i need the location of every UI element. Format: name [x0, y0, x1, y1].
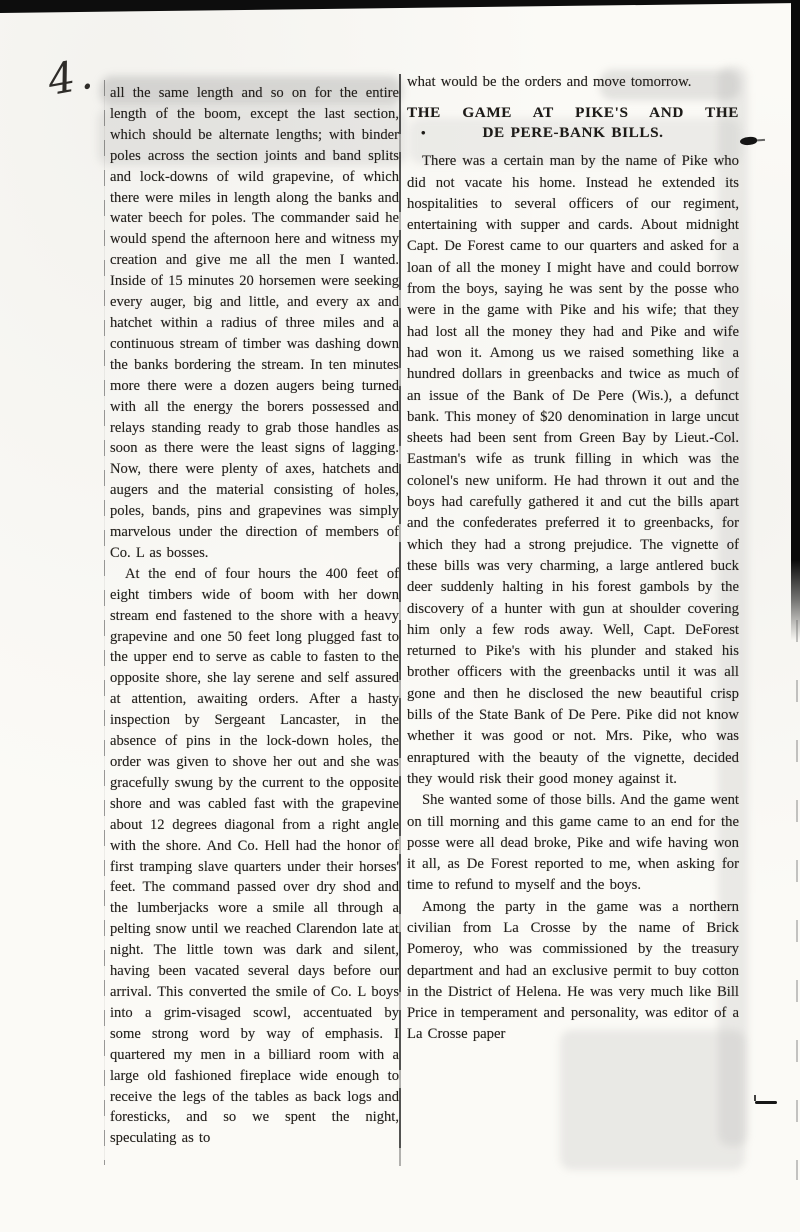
article-headline [407, 103, 739, 143]
headline-line2-text: DE PERE-BANK BILLS. [482, 124, 664, 142]
ink-smudge-mark [740, 136, 758, 145]
scan-edge-right-tail [796, 620, 798, 1180]
article-paragraph: all the same length and so on for the entire length of the boom, except the last section, which should be alternate lengths; with binder poles across the section joints and band splits and lock-downs of wild grapevine, of which there were miles in length along the banks and water beech for poles. The commander said he would spend the afternoon here and witness my creation and give me all the men I wanted. Inside of 15 minutes 20 horsemen were seeking every auger, big and little, and every ax and hatchet within a radius of three miles and a continuous stream of timber was dashing down the banks bordering the stream. In ten minutes more there were a dozen augers being turned with all the energy the borers possessed and relays standing ready to grab those handles as soon as there were the least signs of lagging. Now, there were plenty of axes, hatchets and augers and the material consisting of holes, poles, bands, pins and grapevines was simply marvelous under the direction of members of Co. L as bosses. [110, 85, 399, 561]
column-rule-left [104, 80, 105, 1165]
scan-edge-top [0, 0, 800, 14]
headline-line2 [407, 123, 739, 143]
column-rule-center [399, 74, 401, 1166]
left-column [110, 83, 399, 1149]
article-paragraph-continuation: what would be the orders and move tomorrow. [407, 74, 692, 90]
bullet-icon: • [421, 125, 427, 141]
article-paragraph: Among the party in the game was a northern civilian from La Crosse by the name of Brick Pomeroy, who was commissioned by the treasury department and had an exclusive permit to buy cotton in the District of Helena. He was very much like Bill Price in temperament and personality, was editor of a La Crosse paper [407, 898, 739, 1043]
pen-dash-mark [755, 1101, 777, 1104]
right-column [407, 72, 739, 1046]
scan-edge-right [791, 0, 800, 640]
article-paragraph: At the end of four hours the 400 feet of eight timbers wide of boom with her down stream end fastened to the shore with a heavy grapevine and one 50 feet long plugged fast to the upper end to serve as cable to fasten to the opposite shore, she lay serene and self assured at attention, awaiting orders. After a hasty inspection by Sergeant Lancaster, in the absence of pins in the lock-down holes, the order was given to shove her out and she was gracefully swung by the current to the opposite shore and was cabled fast with the grapevine about 12 degrees diagonal from a right angle with the shore. And Co. Hell had the honor of first tramping slave quarters under their horses' feet. The command passed over dry shod and the lumberjacks wore a smile all through a pelting snow until we reached Clarendon late at night. The little town was dark and silent, having been vacated several days before our arrival. This converted the smile of Co. L boys into a grim-visaged scowl, accentuated by some strong word by way of emphasis. I quartered my men in a billiard room with a large old fashioned fireplace wide enough to receive the legs of the tables as back logs and foresticks, and so we spent the night, speculating as to [110, 565, 399, 1147]
headline-line1: THE GAME AT PIKE'S AND THE [407, 104, 739, 122]
article-paragraph: She wanted some of those bills. And the game went on till morning and this game came to an end for the posse were all dead broke, Pike and wife having won it all, as De Forest reported to me, when asking for time to refund to myself and the boys. [407, 792, 739, 894]
handwritten-page-number: 4. [44, 48, 100, 105]
article-paragraph: There was a certain man by the name of Pike who did not vacate his home. Instead he extended its hospitalities to several officers of our regiment, entertaining with supper and cards. About midnight Capt. De Forest came to our quarters and asked for a loan of all the money I might have and could borrow from the boys, saying he was sent by the posse who were in the game with Pike and his wife; that they had lost all the money they had and Pike and wife had won it. Among us we raised something like a hundred dollars in greenbacks and twice as much of an issue of the Bank of De Pere (Wis.), a defunct bank. This money of $20 denomination in large uncut sheets had been sent from Green Bay by Lieut.-Col. Eastman's wife as trunk filling in which was the colonel's new uniform. He had thrown it out and the boys had carefully gathered it and cut the bills apart and the confederates preferred it to greenbacks, for which they had a strong prejudice. The vignette of these bills was very charming, a large antlered buck deer suddenly halting in his forest gambols by the discovery of a hunter with gun at shoulder covering him only a few rods away. Well, Capt. DeForest returned to Pike's with his plunder and staked his brother officers with the greenbacks until it was all gone and then he disclosed the new beautiful crisp bills of the State Bank of De Pere. Pike did not know whether it was good or not. Mrs. Pike, who was enraptured with the beauty of the vignette, decided they would risk their good money against it. [407, 153, 739, 787]
scan-artifact-blotch [560, 1030, 745, 1170]
